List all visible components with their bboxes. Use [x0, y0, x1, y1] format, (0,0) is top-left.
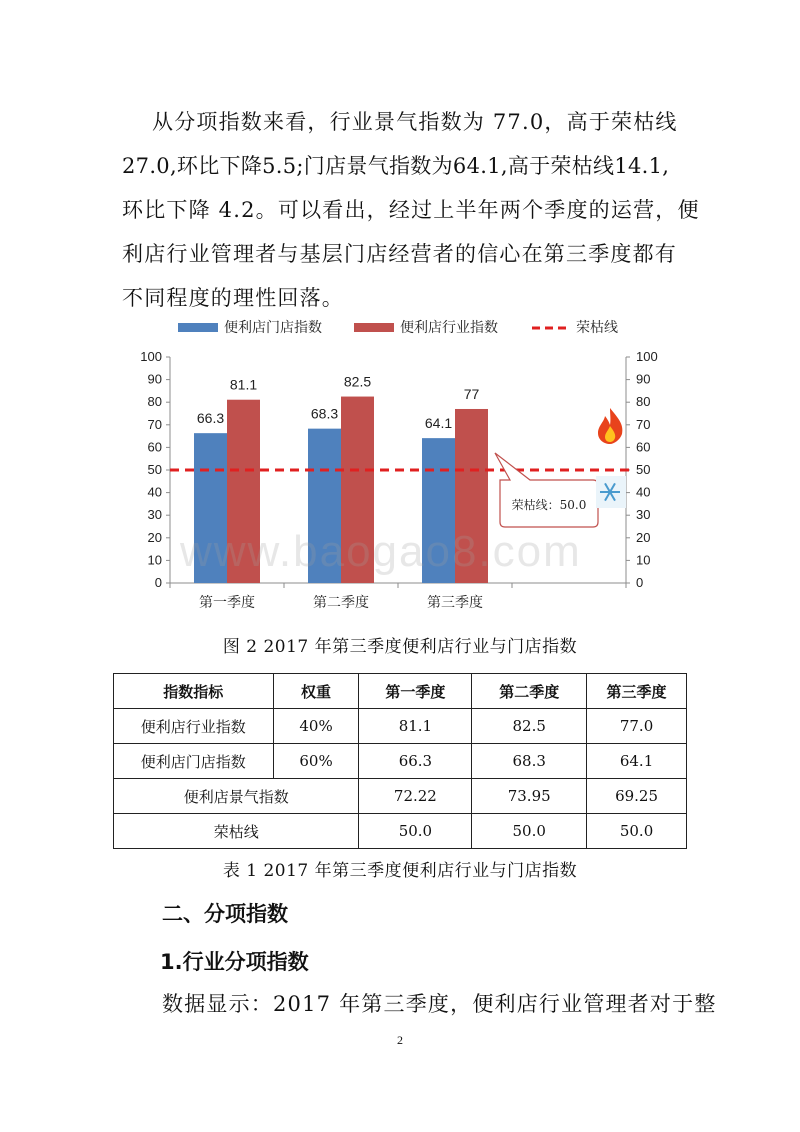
data-label: 77 — [463, 385, 480, 402]
y-tick-label: 40 — [147, 484, 162, 500]
legend-label: 便利店行业指数 — [400, 320, 498, 336]
fire-icon — [598, 408, 622, 444]
data-label: 66.3 — [196, 410, 225, 427]
chart-legend — [178, 319, 618, 336]
callout-group — [495, 453, 598, 527]
y-tick-label-right: 30 — [636, 507, 651, 523]
y-tick-label: 50 — [147, 462, 162, 477]
table-cell: 50.0 — [359, 814, 472, 849]
legend-label: 荣枯线 — [576, 320, 618, 336]
data-label: 68.3 — [310, 405, 339, 422]
y-tick-label: 10 — [147, 552, 162, 568]
paragraph-line: 利店行业管理者与基层门店经营者的信心在第三季度都有 — [122, 242, 677, 266]
y-tick-label-right: 10 — [636, 552, 651, 568]
snowflake-icon — [596, 476, 626, 508]
intro-paragraph — [122, 100, 700, 320]
watermark: www.baogao8.com — [180, 527, 582, 576]
page-number: 2 — [397, 1033, 403, 1047]
legend-swatch — [178, 323, 218, 332]
table-cell: 50.0 — [472, 814, 587, 849]
subsection-heading: 1.行业分项指数 — [160, 950, 309, 974]
x-tick-label: 第二季度 — [313, 595, 369, 611]
table-cell: 便利店门店指数 — [114, 744, 274, 779]
y-tick-label-right: 100 — [636, 349, 658, 364]
y-tick-label-right: 20 — [636, 529, 651, 545]
x-tick-label: 第三季度 — [427, 595, 483, 611]
legend-swatch — [354, 323, 394, 332]
x-tick-label: 第一季度 — [199, 595, 255, 611]
table-cell: 68.3 — [472, 744, 587, 779]
table-cell: 66.3 — [359, 744, 472, 779]
table-cell: 77.0 — [587, 709, 687, 744]
table-header: 第二季度 — [472, 674, 587, 709]
y-tick-label: 100 — [140, 349, 162, 364]
table-cell: 64.1 — [587, 744, 687, 779]
table-cell: 82.5 — [472, 709, 587, 744]
y-tick-label-right: 80 — [636, 394, 651, 410]
callout-text: 荣枯线：50.0 — [511, 498, 587, 512]
data-label: 82.5 — [343, 373, 372, 390]
table-row — [114, 709, 687, 744]
y-tick-label: 70 — [147, 416, 162, 432]
y-tick-label-right: 60 — [636, 439, 651, 455]
legend-label: 便利店门店指数 — [224, 320, 322, 336]
figure-caption: 图 2 2017 年第三季度便利店行业与门店指数 — [222, 637, 578, 657]
table-header: 第三季度 — [587, 674, 687, 709]
body-paragraph: 数据显示：2017 年第三季度，便利店行业管理者对于整 — [162, 992, 717, 1016]
table-cell: 81.1 — [359, 709, 472, 744]
paragraph-line: 从分项指数来看，行业景气指数为 77.0，高于荣枯线 — [152, 110, 678, 134]
table-cell: 73.95 — [472, 779, 587, 814]
y-tick-label: 80 — [147, 394, 162, 410]
data-label: 64.1 — [424, 415, 453, 432]
table-row — [114, 744, 687, 779]
y-tick-label: 90 — [147, 371, 162, 387]
y-tick-label: 60 — [147, 439, 162, 455]
table-row — [114, 814, 687, 849]
index-table — [113, 673, 687, 849]
table-cell: 69.25 — [587, 779, 687, 814]
paragraph-line: 27.0,环比下降5.5;门店景气指数为64.1,高于荣枯线14.1, — [122, 154, 670, 178]
data-label: 81.1 — [229, 376, 258, 393]
y-tick-label: 20 — [147, 529, 162, 545]
callout-box — [495, 453, 598, 527]
table-cell: 60% — [273, 744, 359, 779]
section-heading: 二、分项指数 — [162, 902, 288, 926]
paragraph-line: 不同程度的理性回落。 — [122, 286, 344, 310]
table-row — [114, 779, 687, 814]
paragraph-line: 环比下降 4.2。可以看出，经过上半年两个季度的运营，便 — [122, 198, 700, 222]
y-tick-label: 0 — [154, 575, 162, 590]
table-cell: 72.22 — [359, 779, 472, 814]
y-tick-label-right: 40 — [636, 484, 651, 500]
y-tick-label-right: 70 — [636, 416, 651, 432]
table-header-row — [114, 674, 687, 709]
y-tick-label-right: 50 — [636, 462, 651, 477]
y-tick-label-right: 90 — [636, 371, 651, 387]
table-header: 权重 — [273, 674, 359, 709]
y-tick-label: 30 — [147, 507, 162, 523]
table-header: 第一季度 — [359, 674, 472, 709]
table-cell: 40% — [273, 709, 359, 744]
table-cell: 50.0 — [587, 814, 687, 849]
y-tick-label-right: 0 — [636, 575, 644, 590]
table-cell: 便利店景气指数 — [114, 779, 359, 814]
table-header: 指数指标 — [114, 674, 274, 709]
table-cell: 荣枯线 — [114, 814, 359, 849]
chart-icons — [596, 408, 626, 508]
table-cell: 便利店行业指数 — [114, 709, 274, 744]
table-caption: 表 1 2017 年第三季度便利店行业与门店指数 — [222, 861, 578, 881]
